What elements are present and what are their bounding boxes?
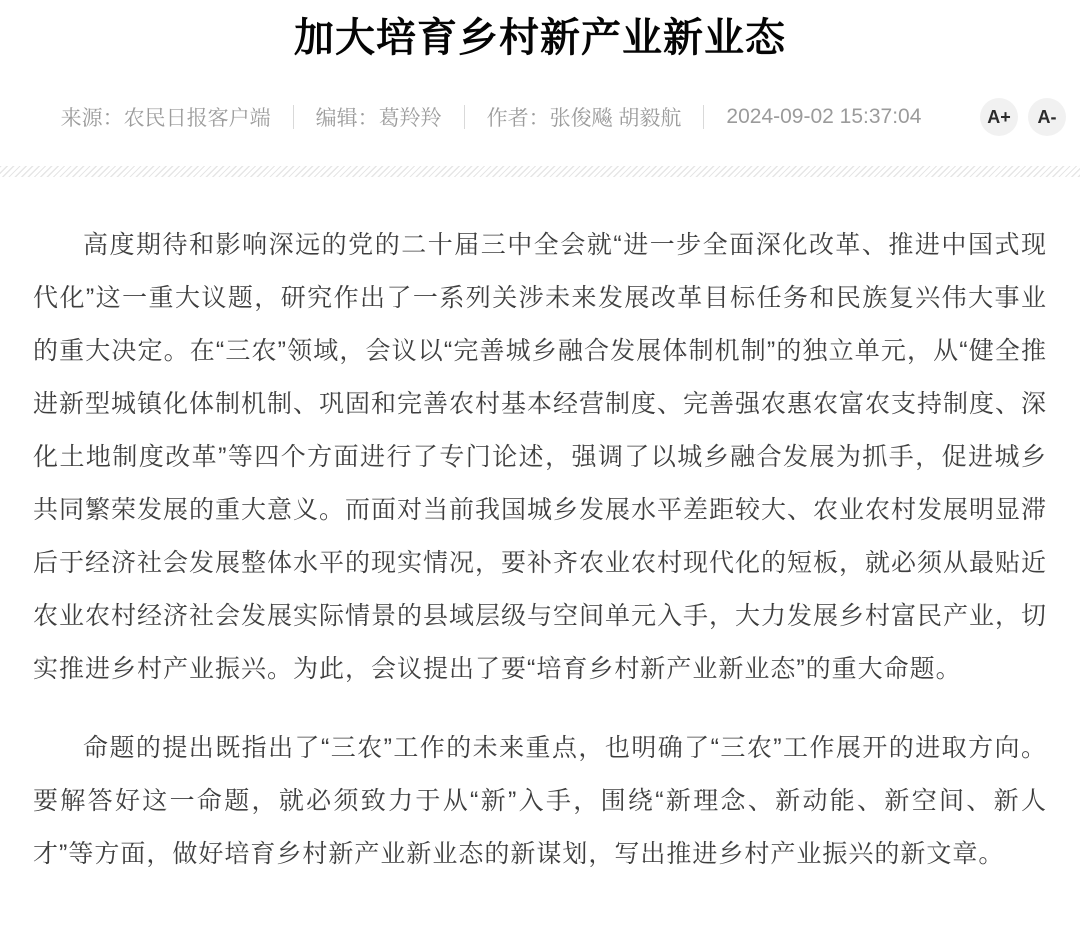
article-title: 加大培育乡村新产业新业态 [294,16,786,60]
article-paragraph: 命题的提出既指出了“三农”工作的未来重点，也明确了“三农”工作展开的进取方向。要解答好这一命题，就必须致力于从“新”入手，围绕“新理念、新动能、新空间、新人才”等方面，做好培育乡村新产业新业态的新谋划，写出推进乡村产业振兴的新文章。 [33,734,1047,868]
meta-divider [703,105,704,129]
font-decrease-button[interactable]: A- [1028,98,1066,136]
meta-source-value: 农民日报客户端 [123,107,271,130]
publish-datetime: 2024-09-02 15:37:04 [726,105,922,128]
meta-divider [293,105,294,129]
meta-source-label: 来源： [60,107,124,130]
meta-author-value: 张俊飚 胡毅航 [549,107,682,130]
meta-author-label: 作者： [486,107,550,130]
article-meta-items [20,102,962,132]
hatch-divider [0,166,1080,177]
meta-source [61,102,271,132]
meta-editor [316,102,442,132]
meta-editor-label: 编辑： [315,107,379,130]
article-meta-row [0,98,1080,136]
meta-editor-value: 葛羚羚 [378,107,442,130]
font-size-controls [980,98,1066,136]
meta-divider [464,105,465,129]
font-increase-button[interactable]: A+ [980,98,1018,136]
article-paragraph: 高度期待和影响深远的党的二十届三中全会就“进一步全面深化改革、推进中国式现代化”这一重大议题，研究作出了一系列关涉未来发展改革目标任务和民族复兴伟大事业的重大决定。在“三农”领域，会议以“完善城乡融合发展体制机制”的独立单元，从“健全推进新型城镇化体制机制、巩固和完善农村基本经营制度、完善强农惠农富农支持制度、深化土地制度改革”等四个方面进行了专门论述，强调了以城乡融合发展为抓手，促进城乡共同繁荣发展的重大意义。而面对当前我国城乡发展水平差距较大、农业农村发展明显滞后于经济社会发展整体水平的现实情况，要补齐农业农村现代化的短板，就必须从最贴近农业农村经济社会发展实际情景的县域层级与空间单元入手，大力发展乡村富民产业，切实推进乡村产业振兴。为此，会议提出了要“培育乡村新产业新业态”的重大命题。 [33,231,1048,683]
article-body [0,177,1080,881]
meta-author [487,102,682,132]
